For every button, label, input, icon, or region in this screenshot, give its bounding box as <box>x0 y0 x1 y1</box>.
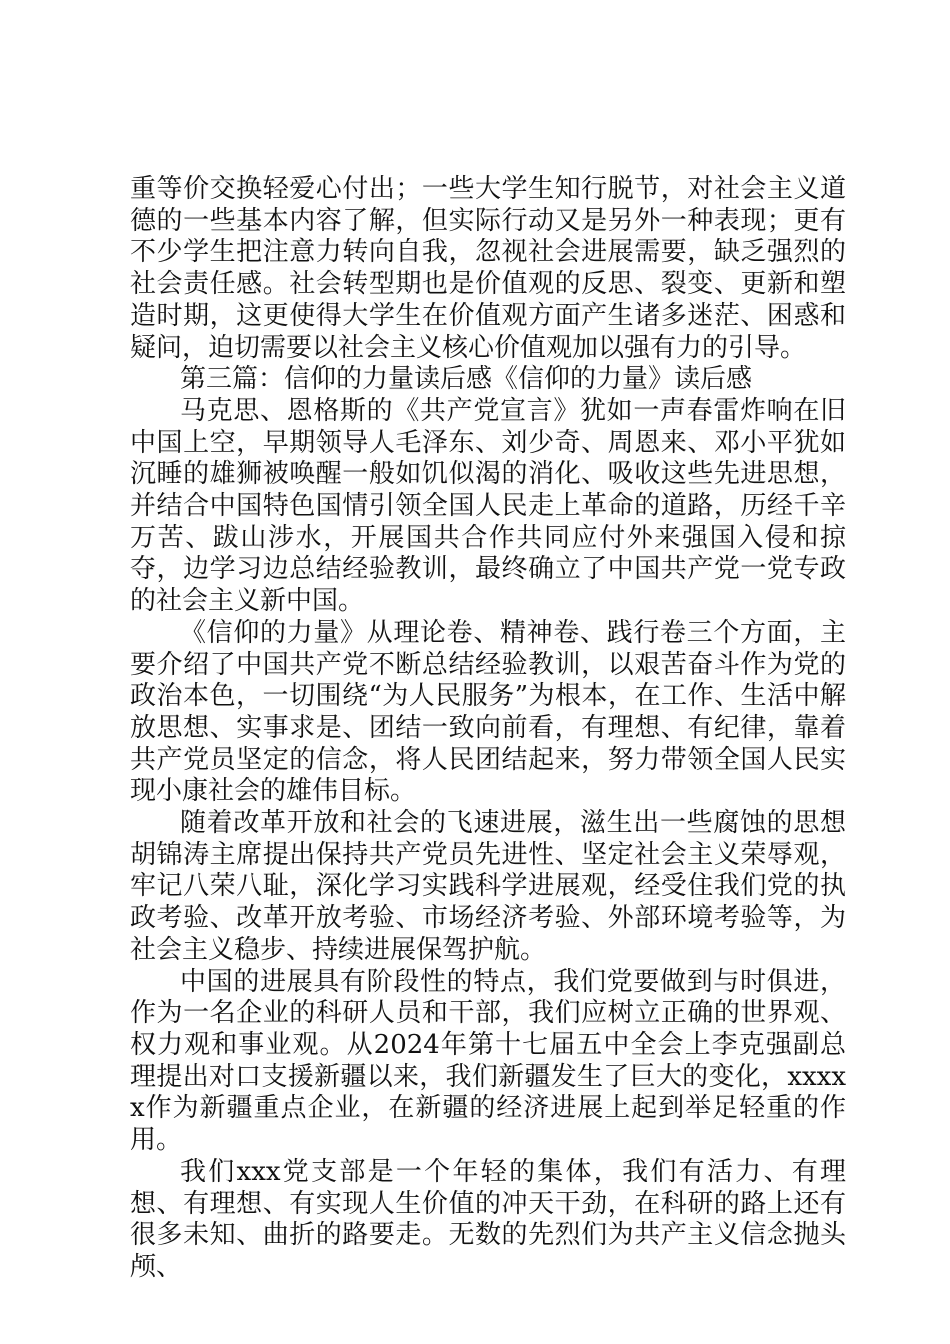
paragraph: 我们xxx党支部是一个年轻的集体，我们有活力、有理想、有理想、有实现人生价值的冲天干劲，在科研的路上还有很多未知、曲折的路要走。无数的先烈们为共产主义信念抛头颅、 <box>130 1156 846 1282</box>
paragraph: 《信仰的力量》从理论卷、精神卷、践行卷三个方面，主要介绍了中国共产党不断总结经验教训，以艰苦奋斗作为党的政治本色，一切围绕“为人民服务”为根本，在工作、生活中解放思想、实事求是、团结一致向前看，有理想、有纪律，靠着共产党员坚定的信念，将人民团结起来，努力带领全国人民实现小康社会的雄伟目标。 <box>130 617 846 807</box>
paragraph: 马克思、恩格斯的《共产党宣言》犹如一声春雷炸响在旧中国上空，早期领导人毛泽东、刘少奇、周恩来、邓小平犹如沉睡的雄狮被唤醒一般如饥似渴的消化、吸收这些先进思想，并结合中国特色国情引领全国人民走上革命的道路，历经千辛万苦、跋山涉水，开展国共合作共同应付外来强国入侵和掠夺，边学习边总结经验教训，最终确立了中国共产党一党专政的社会主义新中国。 <box>130 395 846 617</box>
paragraph-continued: 重等价交换轻爱心付出；一些大学生知行脱节，对社会主义道德的一些基本内容了解，但实际行动又是另外一种表现；更有不少学生把注意力转向自我，忽视社会进展需要，缺乏强烈的社会责任感。社会转型期也是价值观的反思、裂变、更新和塑造时期，这更使得大学生在价值观方面产生诸多迷茫、困惑和疑问，迫切需要以社会主义核心价值观加以强有力的引导。 <box>130 174 846 363</box>
paragraph: 中国的进展具有阶段性的特点，我们党要做到与时俱进，作为一名企业的科研人员和干部，我们应树立正确的世界观、权力观和事业观。从2024年第十七届五中全会上李克强副总理提出对口支援新疆以来，我们新疆发生了巨大的变化，xxxxx作为新疆重点企业，在新疆的经济进展上起到举足轻重的作用。 <box>130 966 846 1156</box>
section-heading: 第三篇：信仰的力量读后感《信仰的力量》读后感 <box>180 364 753 395</box>
document-page <box>130 174 846 1284</box>
paragraph: 随着改革开放和社会的飞速进展，滋生出一些腐蚀的思想胡锦涛主席提出保持共产党员先进性、坚定社会主义荣辱观，牢记八荣八耻，深化学习实践科学进展观，经受住我们党的执政考验、改革开放考验、市场经济考验、外部环境考验等，为社会主义稳步、持续进展保驾护航。 <box>130 808 846 965</box>
